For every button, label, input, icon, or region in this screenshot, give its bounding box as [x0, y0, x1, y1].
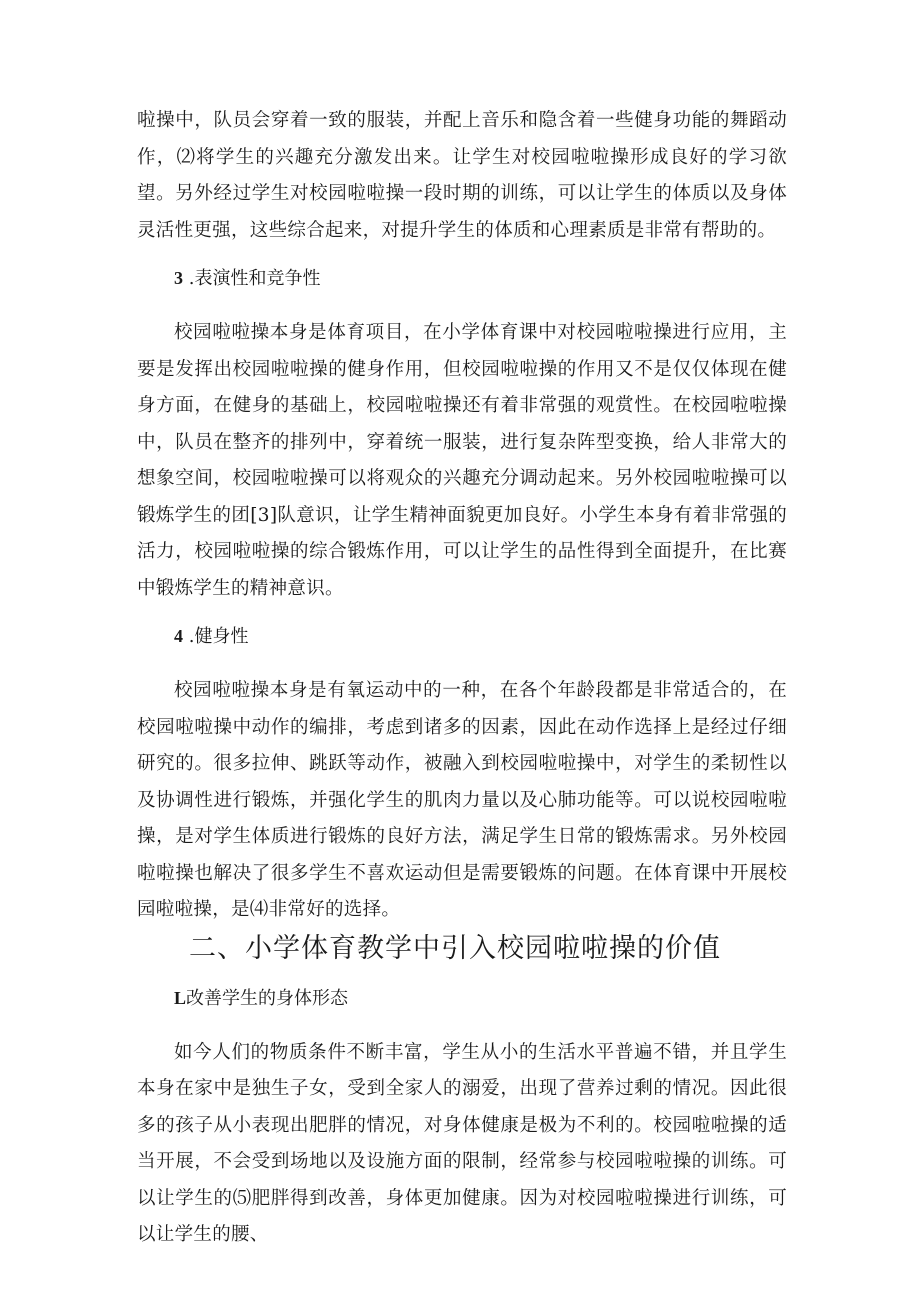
- heading-number: 4: [174, 626, 183, 646]
- heading-text: 改善学生的身体形态: [186, 987, 349, 1009]
- document-body: [137, 103, 787, 1254]
- paragraph-performance: 校园啦啦操本身是体育项目，在小学体育课中对校园啦啦操进行应用，主要是发挥出校园啦啦操的健身作用，但校园啦啦操的作用又不是仅仅体现在健身方面，在健身的基础上，校园啦啦操还有着非常强的观赏性。在校园啦啦操中，队员在整齐的排列中，穿着统一服装，进行复杂阵型变换，给人非常大的想象空间，校园啦啦操可以将观众的兴趣充分调动起来。另外校园啦啦操可以锻炼学生的团[3]队意识，让学生精神面貌更加良好。小学生本身有着非常强的活力，校园啦啦操的综合锻炼作用，可以让学生的品性得到全面提升，在比赛中锻炼学生的精神意识。: [137, 322, 787, 599]
- heading-number: 3: [174, 268, 183, 288]
- chapter-heading-value: 二、小学体育教学中引入校园啦啦操的价值: [189, 932, 721, 964]
- paragraph-fitness: 校园啦啦操本身是有氧运动中的一种，在各个年龄段都是非常适合的，在校园啦啦操中动作的编排，考虑到诸多的因素，因此在动作选择上是经过仔细研究的。很多拉伸、跳跃等动作，被融入到校园啦啦操中，对学生的柔韧性以及协调性进行锻炼，并强化学生的肌肉力量以及心肺功能等。可以说校园啦啦操，是对学生体质进行锻炼的良好方法，满足学生日常的锻炼需求。另外校园啦啦操也解决了很多学生不喜欢运动但是需要锻炼的问题。在体育课中开展校园啦啦操，是⑷非常好的选择。: [137, 680, 787, 920]
- section-heading-fitness: [174, 621, 787, 652]
- section-heading-performance: [174, 263, 787, 294]
- heading-text: .健身性: [183, 626, 249, 647]
- heading-text: .表演性和竞争性: [183, 268, 321, 289]
- paragraph-intro-continued: 啦操中，队员会穿着一致的服装，并配上音乐和隐含着一些健身功能的舞蹈动作，⑵将学生的兴趣充分激发出来。让学生对校园啦啦操形成良好的学习欲望。另外经过学生对校园啦啦操一段时期的训练，可以让学生的体质以及身体灵活性更强，这些综合起来，对提升学生的体质和心理素质是非常有帮助的。: [137, 110, 787, 241]
- paragraph-body-shape: 如今人们的物质条件不断丰富，学生从小的生活水平普遍不错，并且学生本身在家中是独生子女，受到全家人的溺爱，出现了营养过剩的情况。因此很多的孩子从小表现出肥胖的情况，对身体健康是极为不利的。校园啦啦操的适当开展，不会受到场地以及设施方面的限制，经常参与校园啦啦操的训练。可以让学生的⑸肥胖得到改善，身体更加健康。因为对校园啦啦操进行训练，可以让学生的腰、: [137, 1041, 787, 1245]
- section-heading-body-shape: [174, 983, 787, 1014]
- heading-number: L: [174, 987, 187, 1008]
